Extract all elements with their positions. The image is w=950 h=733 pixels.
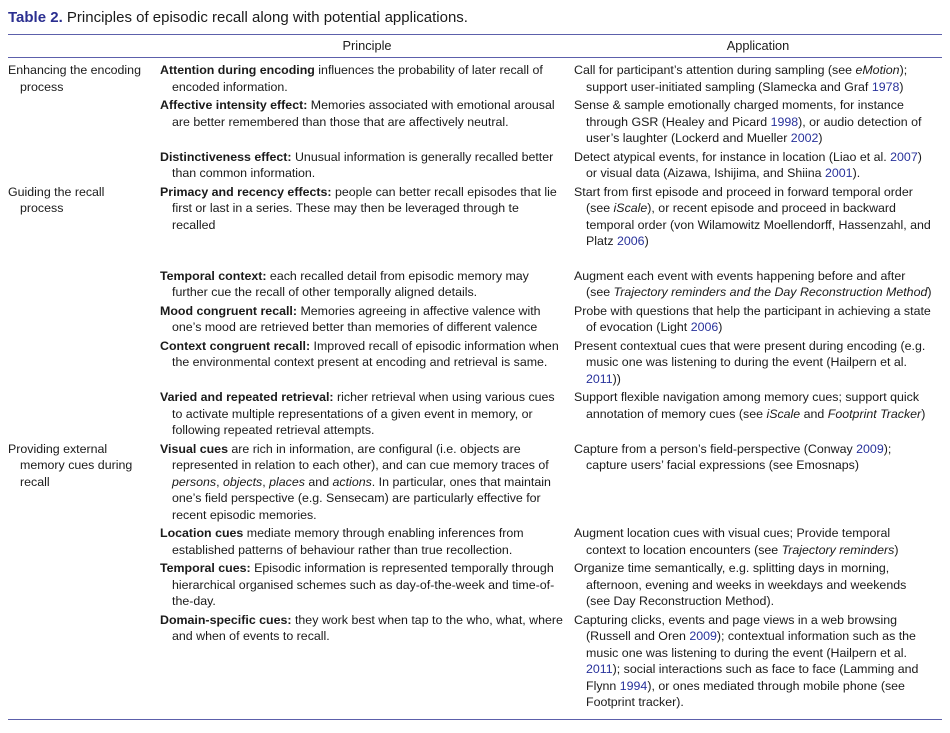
- table-row: [8, 611, 942, 720]
- text-segment: richer retrieval when using various cues to activate multiple representations of a given event in memory, or following repeated retrieval attempts.: [172, 390, 555, 438]
- text-segment: ); support user-initiated sampling (Slamecka and Graf: [586, 63, 908, 94]
- citation-link[interactable]: 2009: [856, 441, 884, 456]
- principle-cell: [160, 302, 574, 337]
- text-segment: objects: [222, 474, 263, 489]
- principle-term: Temporal context:: [160, 268, 267, 283]
- text-segment: iScale: [766, 406, 801, 421]
- group-label: [8, 302, 160, 337]
- table-row: [8, 148, 942, 183]
- text-segment: )): [612, 371, 621, 386]
- table-caption-label: Table 2.: [8, 9, 63, 26]
- citation-link[interactable]: 2009: [689, 629, 717, 644]
- text-segment: people can better recall episodes that lie first or last in a series. These may then be leveraged through te recalled: [172, 184, 557, 232]
- table-caption: [8, 6, 942, 34]
- text-segment: ); contextual information such as the music one was listening to during the event (Hailpern et al.: [586, 629, 916, 660]
- principle-term: Distinctiveness effect:: [160, 149, 292, 164]
- principle-cell: [160, 148, 574, 183]
- text-segment: actions: [332, 474, 372, 489]
- table-row: [8, 337, 942, 389]
- citation-link[interactable]: 2011: [586, 371, 613, 386]
- table-row: [8, 96, 942, 148]
- principle-term: Temporal cues:: [160, 561, 251, 576]
- text-segment: Memories agreeing in affective valence with one’s mood are retrieved better than memories of different valence: [172, 303, 541, 335]
- principle-term: Attention during encoding: [160, 63, 315, 78]
- text-segment: Trajectory reminders and the Day Reconstruction Method: [613, 285, 928, 300]
- citation-link[interactable]: 2011: [586, 662, 613, 677]
- text-segment: Capturing clicks, events and page views in a web browsing (Russell and Oren: [574, 612, 898, 644]
- table-row: [8, 267, 942, 302]
- principle-cell: [160, 559, 574, 611]
- text-segment: ): [899, 79, 904, 94]
- citation-link[interactable]: 2001: [824, 166, 853, 181]
- text-segment: ): [927, 285, 932, 300]
- principle-term: Mood congruent recall:: [160, 303, 297, 318]
- application-cell: [574, 611, 942, 720]
- text-segment: Footprint Tracker: [827, 406, 922, 421]
- citation-link[interactable]: 2002: [790, 131, 819, 146]
- text-segment: Episodic information is represented temporally through hierarchical organised schemes such as day-of-the-week and time-of-the-day.: [172, 561, 555, 609]
- application-cell: [574, 337, 942, 389]
- principle-cell: [160, 58, 574, 97]
- principle-term: Varied and repeated retrieval:: [160, 390, 334, 405]
- text-segment: ): [894, 542, 899, 557]
- application-cell: [574, 96, 942, 148]
- application-cell: [574, 440, 942, 525]
- column-header-principle: Principle: [160, 35, 574, 58]
- citation-link[interactable]: 2007: [890, 149, 918, 164]
- principle-cell: [160, 96, 574, 148]
- citation-link[interactable]: 2006: [690, 320, 719, 335]
- principle-cell: [160, 267, 574, 302]
- text-segment: Capture from a person’s field-perspective (Conway: [574, 441, 857, 456]
- text-segment: Probe with questions that help the participant in achieving a state of evocation (Light: [574, 303, 931, 335]
- principle-cell: [160, 388, 574, 440]
- text-segment: each recalled detail from episodic memory may further cue the recall of other temporally aligned details.: [172, 268, 529, 300]
- table-row: [8, 58, 942, 97]
- table-row: [8, 302, 942, 337]
- text-segment: mediate memory through enabling inferences from established patterns of behaviour rather than true recollection.: [172, 526, 524, 557]
- principle-cell: [160, 183, 574, 267]
- group-label: Providing external memory cues during recall: [8, 441, 133, 489]
- application-cell: [574, 302, 942, 337]
- principle-cell: [160, 524, 574, 559]
- group-label: [8, 148, 160, 183]
- application-cell: [574, 524, 942, 559]
- text-segment: Augment location cues with visual cues; Provide temporal context to location encounters (see: [574, 526, 891, 557]
- text-segment: ) or visual data (Aizawa, Ishijima, and Shiina: [586, 149, 922, 181]
- text-segment: Call for participant’s attention during sampling (see: [574, 63, 856, 78]
- table-caption-text: Principles of episodic recall along with potential applications.: [62, 9, 468, 26]
- principle-cell: [160, 440, 574, 525]
- application-cell: [574, 267, 942, 302]
- application-cell: [574, 58, 942, 97]
- table-row: [8, 524, 942, 559]
- table-header-row: [8, 35, 942, 58]
- citation-link[interactable]: 1978: [871, 79, 900, 94]
- text-segment: ): [718, 320, 723, 335]
- principle-term: Context congruent recall:: [160, 338, 311, 353]
- application-cell: [574, 148, 942, 183]
- principle-term: Primacy and recency effects:: [160, 184, 332, 199]
- text-segment: Augment each event with events happening before and after (see: [574, 268, 906, 300]
- episodic-recall-table: [8, 34, 942, 720]
- text-segment: Organize time semantically, e.g. splitting days in morning, afternoon, evening and weeks in weekdays and weekends (see Day Reconstruction Method).: [574, 561, 907, 609]
- text-segment: Detect atypical events, for instance in location (Liao et al.: [574, 149, 891, 164]
- text-segment: ); social interactions such as face to face (Lamming and Flynn: [586, 662, 919, 693]
- text-segment: ); capture users’ facial expressions (see Emosnaps): [586, 441, 892, 473]
- text-segment: ): [644, 234, 649, 249]
- text-segment: ): [921, 406, 926, 421]
- citation-link[interactable]: 1994: [619, 678, 648, 693]
- principle-cell: [160, 337, 574, 389]
- group-label: [8, 559, 160, 611]
- text-segment: are rich in information, are configural (i.e. objects are represented in relation to each other), and can cue memory traces of: [172, 441, 549, 473]
- group-label: [8, 524, 160, 559]
- text-segment: ), or ones mediated through mobile phone (see Footprint tracker).: [586, 678, 905, 710]
- group-label: [8, 96, 160, 148]
- principle-term: Visual cues: [160, 441, 228, 456]
- group-label: Guiding the recall process: [8, 184, 105, 216]
- text-segment: and: [304, 474, 333, 489]
- principle-term: Affective intensity effect:: [160, 98, 308, 113]
- text-segment: . In particular, ones that maintain one’s field perspective (e.g. Sensecam) are particularly effective for recent episodic memories.: [172, 474, 551, 522]
- text-segment: ), or recent episode and proceed in backward temporal order (von Wilamowitz Moellendorff, Hassenzahl, and Platz: [586, 201, 931, 249]
- column-header-group: [8, 35, 160, 58]
- citation-link[interactable]: 1998: [770, 114, 799, 129]
- text-segment: Trajectory reminders: [781, 542, 895, 557]
- table-row: [8, 183, 942, 267]
- application-cell: [574, 183, 942, 267]
- text-segment: they work best when tap to the who, what, where and when of events to recall.: [172, 612, 563, 644]
- text-segment: Unusual information is generally recalled better than common information.: [172, 149, 554, 181]
- text-segment: influences the probability of later recall of encoded information.: [172, 63, 543, 94]
- principle-cell: [160, 611, 574, 720]
- text-segment: ): [818, 131, 823, 146]
- group-label: [8, 388, 160, 440]
- text-segment: ), or audio detection of user’s laughter (Lockerd and Mueller: [586, 114, 922, 146]
- table-row: [8, 440, 942, 525]
- group-label: [8, 337, 160, 389]
- text-segment: persons: [172, 474, 217, 489]
- group-label: Enhancing the encoding process: [8, 63, 141, 94]
- column-header-application: Application: [574, 35, 942, 58]
- text-segment: places: [269, 474, 305, 489]
- text-segment: iScale: [613, 201, 648, 216]
- table-row: [8, 388, 942, 440]
- text-segment: eMotion: [855, 63, 900, 78]
- text-segment: Present contextual cues that were present during encoding (e.g. music one was listening to during the event (Hailpern et al.: [574, 338, 926, 370]
- group-label: [8, 611, 160, 720]
- text-segment: Memories associated with emotional arousal are better remembered than those that are affectively neutral.: [172, 98, 555, 129]
- group-label: [8, 267, 160, 302]
- table-row: [8, 559, 942, 611]
- text-segment: Improved recall of episodic information when the environmental context present at encoding and retrieval is same.: [172, 338, 559, 370]
- principle-term: Location cues: [160, 526, 244, 541]
- text-segment: Support flexible navigation among memory cues; support quick annotation of memory cues (see: [574, 390, 920, 421]
- text-segment: ).: [852, 166, 861, 181]
- text-segment: Sense & sample emotionally charged moments, for instance through GSR (Healey and Picard: [574, 98, 904, 129]
- text-segment: ,: [262, 474, 270, 489]
- principle-term: Domain-specific cues:: [160, 612, 292, 627]
- citation-link[interactable]: 2006: [617, 234, 645, 249]
- application-cell: [574, 559, 942, 611]
- text-segment: ,: [216, 474, 223, 489]
- text-segment: and: [800, 406, 828, 421]
- text-segment: Start from first episode and proceed in forward temporal order (see: [574, 184, 913, 216]
- application-cell: [574, 388, 942, 440]
